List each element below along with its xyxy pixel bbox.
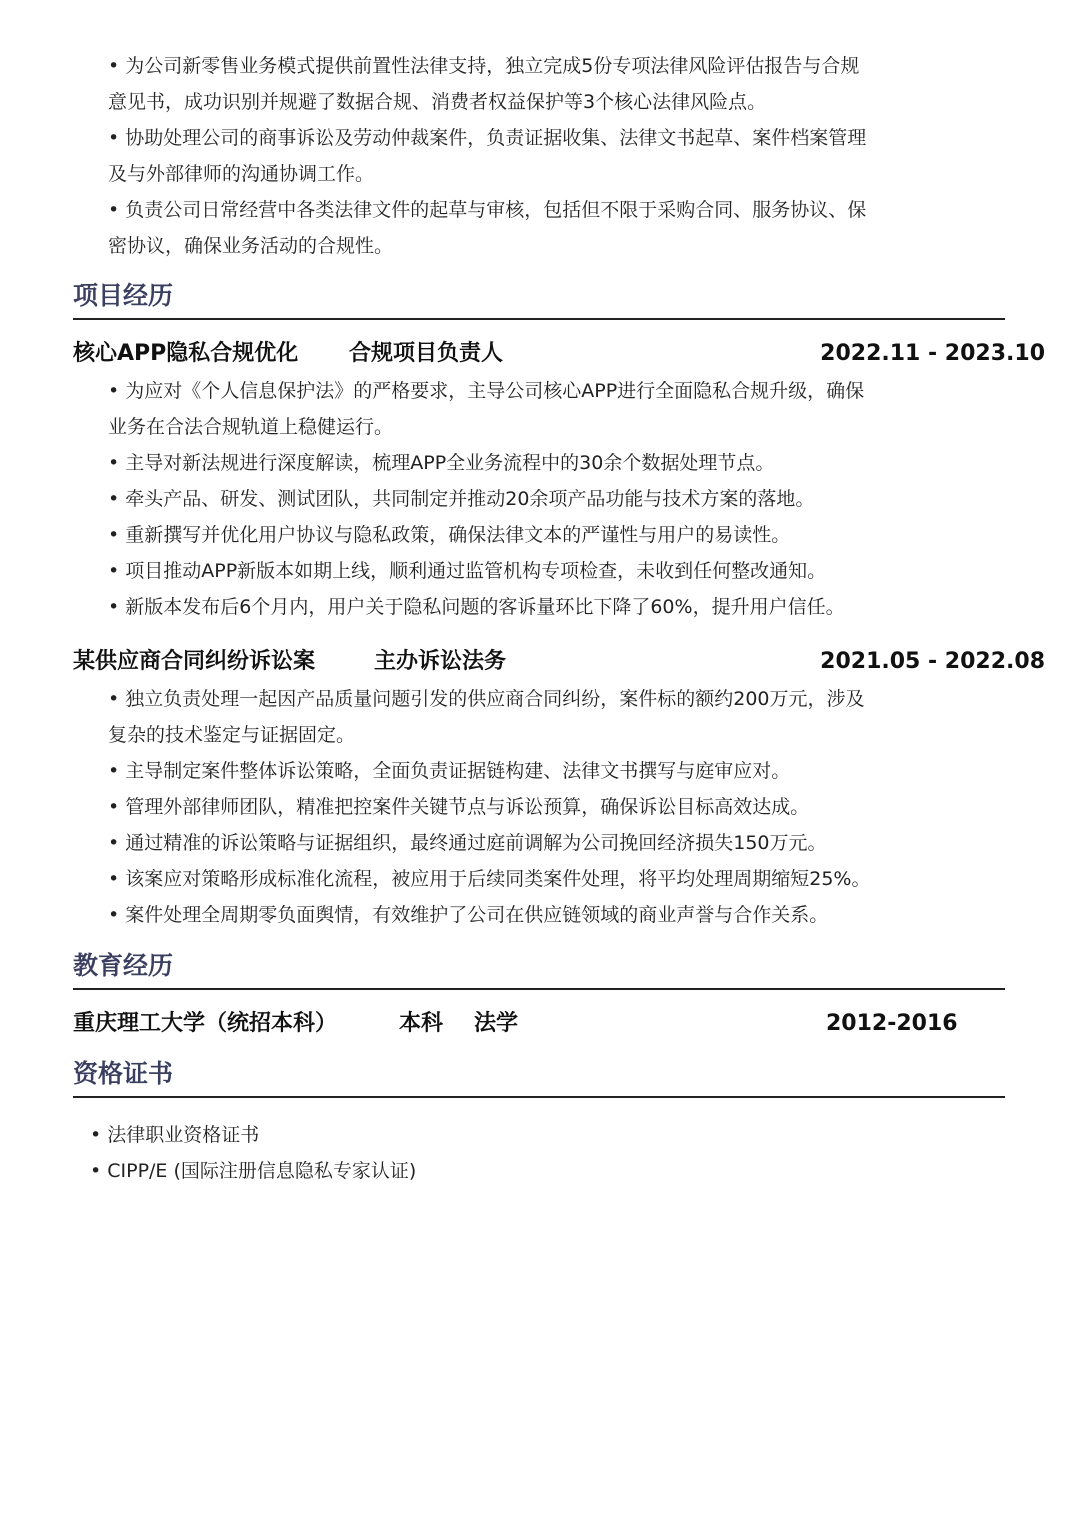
section-title-education: 教育经历 bbox=[73, 946, 1005, 990]
project-bullet-line: • 重新撰写并优化用户协议与隐私政策，确保法律文本的严谨性与用户的易读性。 bbox=[108, 524, 791, 546]
project-bullet-line: • 主导对新法规进行深度解读，梳理APP全业务流程中的30余个数据处理节点。 bbox=[108, 452, 775, 474]
education-row bbox=[73, 1006, 1005, 1042]
project-title: 核心APP隐私合规优化 bbox=[73, 341, 299, 366]
project-date: 2021.05 - 2022.08 bbox=[820, 649, 1045, 674]
certificate-item: • 法律职业资格证书 bbox=[90, 1124, 260, 1146]
section-title-projects: 项目经历 bbox=[73, 276, 1005, 320]
project-date: 2022.11 - 2023.10 bbox=[820, 341, 1045, 366]
project-role: 主办诉讼法务 bbox=[374, 649, 507, 674]
project-bullet-line: • 主导制定案件整体诉讼策略，全面负责证据链构建、法律文书撰写与庭审应对。 bbox=[108, 760, 791, 782]
work-bullet-line: 意见书，成功识别并规避了数据合规、消费者权益保护等3个核心法律风险点。 bbox=[108, 91, 767, 113]
certificate-item: • CIPP/E (国际注册信息隐私专家认证) bbox=[90, 1160, 417, 1182]
education-date: 2012-2016 bbox=[826, 1011, 958, 1036]
project-bullet-line: • 案件处理全周期零负面舆情，有效维护了公司在供应链领域的商业声誉与合作关系。 bbox=[108, 904, 829, 926]
education-major: 法学 bbox=[474, 1011, 519, 1036]
work-bullets bbox=[108, 48, 968, 264]
certificate-list bbox=[90, 1117, 950, 1189]
project-bullet-line: • 新版本发布后6个月内，用户关于隐私问题的客诉量环比下降了60%，提升用户信任。 bbox=[108, 596, 845, 618]
project-bullet-line: • 项目推动APP新版本如期上线，顺利通过监管机构专项检查，未收到任何整改通知。 bbox=[108, 560, 827, 582]
work-bullet-line: • 协助处理公司的商事诉讼及劳动仲裁案件，负责证据收集、法律文书起草、案件档案管理 bbox=[108, 127, 867, 149]
work-bullet-line: 及与外部律师的沟通协调工作。 bbox=[108, 163, 375, 185]
education-school: 重庆理工大学（统招本科） bbox=[73, 1011, 338, 1036]
education-degree: 本科 bbox=[399, 1011, 444, 1036]
project-bullet-line: • 独立负责处理一起因产品质量问题引发的供应商合同纠纷，案件标的额约200万元，涉及 bbox=[108, 688, 865, 710]
work-bullet-line: • 负责公司日常经营中各类法律文件的起草与审核，包括但不限于采购合同、服务协议、保 bbox=[108, 199, 867, 221]
project-bullets bbox=[108, 373, 968, 625]
project-bullet-line: • 该案应对策略形成标准化流程，被应用于后续同类案件处理，将平均处理周期缩短25%。 bbox=[108, 868, 871, 890]
work-bullet-line: • 为公司新零售业务模式提供前置性法律支持，独立完成5份专项法律风险评估报告与合规 bbox=[108, 55, 860, 77]
section-title-certificates: 资格证书 bbox=[73, 1054, 1005, 1098]
work-bullet-line: 密协议，确保业务活动的合规性。 bbox=[108, 235, 394, 257]
project-bullet-line: • 为应对《个人信息保护法》的严格要求，主导公司核心APP进行全面隐私合规升级，确保 bbox=[108, 380, 865, 402]
project-header bbox=[73, 336, 1045, 372]
project-role: 合规项目负责人 bbox=[349, 341, 504, 366]
project-bullet-line: 业务在合法合规轨道上稳健运行。 bbox=[108, 416, 394, 438]
project-title: 某供应商合同纠纷诉讼案 bbox=[73, 649, 316, 674]
project-header bbox=[73, 644, 1045, 680]
project-bullet-line: • 牵头产品、研发、测试团队，共同制定并推动20余项产品功能与技术方案的落地。 bbox=[108, 488, 815, 510]
project-bullets bbox=[108, 681, 968, 933]
project-bullet-line: 复杂的技术鉴定与证据固定。 bbox=[108, 724, 356, 746]
project-bullet-line: • 管理外部律师团队，精准把控案件关键节点与诉讼预算，确保诉讼目标高效达成。 bbox=[108, 796, 810, 818]
project-bullet-line: • 通过精准的诉讼策略与证据组织，最终通过庭前调解为公司挽回经济损失150万元。 bbox=[108, 832, 827, 854]
